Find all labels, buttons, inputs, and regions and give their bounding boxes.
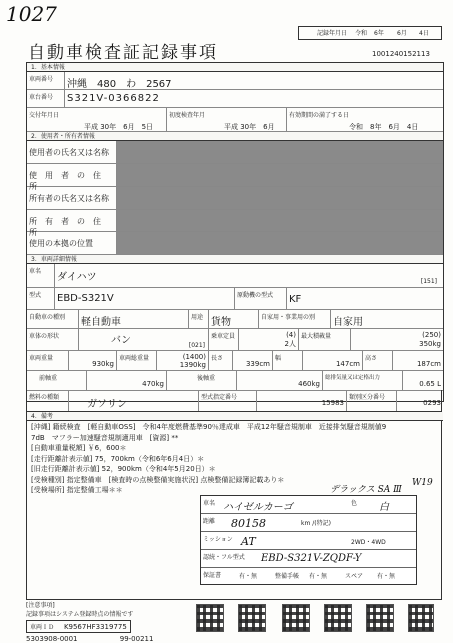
remarks-line: [受検場所] 指定整備工場＊＊ — [31, 486, 123, 494]
displacement-value: 0.65 L — [419, 380, 441, 388]
qr-code-3 — [282, 604, 310, 632]
length-value: 339cm — [233, 351, 273, 370]
document-number: 1001240152113 — [372, 50, 430, 58]
qr-code-6 — [408, 604, 434, 632]
record-date-label: 記録年月日 — [317, 30, 348, 37]
body-value: バン — [111, 335, 131, 346]
record-date-era: 令和 — [355, 30, 368, 37]
footer — [26, 600, 153, 643]
record-date-month: 6月 — [397, 30, 407, 37]
weight-value: 930kg — [69, 351, 117, 370]
footer-note-label: [注意事項] — [26, 602, 55, 609]
vehicle-id-label: 車両ＩＤ — [30, 624, 55, 631]
fuel-label: 燃料の種類 — [27, 390, 69, 411]
front-axle-value: 470kg — [87, 371, 167, 390]
record-date-day: 4日 — [419, 30, 429, 37]
card-color-label: 色 — [351, 500, 358, 507]
model-row — [27, 288, 443, 310]
height-value: 187cm — [416, 360, 441, 368]
kind-value: 軽自動車 — [79, 310, 189, 328]
displacement-label: 総排気量又は定格出力 — [323, 371, 403, 390]
record-date-box — [298, 26, 442, 40]
axle-row — [27, 371, 443, 391]
section-vehicle-details: 3．車両詳細情報 — [27, 255, 443, 264]
kind-row — [27, 310, 443, 329]
weight-label: 車両重量 — [27, 351, 69, 370]
model-value: EBD-S321V — [55, 288, 235, 309]
gross-cell — [157, 351, 209, 370]
first-reg-label: 初度検査年月 — [169, 112, 206, 119]
page-title: 自動車検査証記録事項 — [28, 43, 218, 63]
card-distance-value: 80158 — [231, 517, 266, 530]
card-name-label: 車名 — [203, 500, 216, 507]
vehicle-info-card — [200, 495, 417, 585]
card-name-value: ハイゼルカーゴ — [223, 502, 293, 513]
vehicle-id-box — [26, 620, 131, 633]
remarks-line: [旧走行距離計表示値] 52，900km（令和4年5月20日）＊ — [31, 465, 216, 473]
chassis-row — [27, 90, 443, 108]
base-row — [27, 232, 443, 255]
card-distance-label: 距離 — [203, 518, 216, 525]
body-label: 車体の形状 — [27, 329, 79, 350]
engine-label: 原動機の型式 — [235, 288, 287, 309]
body-code: [021] — [188, 342, 205, 349]
plate-row — [27, 72, 443, 90]
card-spare-label: スペア — [345, 573, 364, 580]
footer-code-1: 5303908-0001 — [26, 635, 78, 643]
body-row — [27, 329, 443, 351]
card-mission-label: ミッション — [203, 536, 233, 543]
class-no-label: 類別区分番号 — [347, 390, 397, 411]
card-manual-label: 整備手帳 — [275, 573, 300, 580]
remarks-line: [沖縄] 籍続検査 [軽自動車OSS] 令和4年度燃費基準90％達成車 平成12年騒音規制車 近接排気騒音規制値9 — [31, 423, 387, 431]
base-label: 使用の本拠の位置 — [27, 232, 117, 254]
type-no-value: 15983 — [257, 390, 347, 411]
card-warranty-label: 保証書 — [203, 572, 222, 579]
gross-label: 車両総重量 — [117, 351, 157, 370]
section-basic-info: 1．基本情報 — [27, 63, 443, 72]
dates-row — [27, 108, 443, 132]
registration-cell — [27, 108, 167, 131]
card-mission-row — [201, 532, 416, 550]
expiry-value: 令和 8年 6月 4日 — [349, 123, 419, 131]
gross-2: 1390kg — [179, 361, 206, 369]
fuel-row — [26, 390, 442, 412]
gross-1: (1400) — [182, 353, 206, 361]
record-date-year: 6年 — [374, 30, 384, 37]
card-model-row — [201, 550, 416, 568]
use-value: 貨物 — [209, 310, 259, 328]
maker-label: 車名 — [27, 264, 55, 287]
handwritten-number: 1027 — [6, 2, 57, 26]
card-mission-value: AT — [241, 535, 256, 548]
user-addr-label: 使 用 者 の 住 所 — [27, 164, 117, 186]
qr-code-1 — [196, 604, 224, 632]
grade-note: デラックス SA Ⅲ — [330, 485, 402, 495]
registration-label: 交付年月日 — [29, 112, 60, 119]
kind-label: 自動車の種別 — [27, 310, 79, 328]
card-spare-value: 有・無 — [377, 573, 396, 580]
owner-name-row — [27, 187, 443, 210]
owner-addr-label: 所 有 者 の 住 所 — [27, 210, 117, 231]
qr-code-5 — [366, 604, 394, 632]
user-name-row — [27, 141, 443, 164]
capacity-1: (4) — [286, 331, 296, 339]
use2-label: 自家用・事業用の別 — [259, 310, 331, 328]
card-warranty-value: 有・無 — [239, 573, 258, 580]
vehicle-id-value: K9567HF3319775 — [63, 623, 127, 631]
rear-axle-label: 後軸重 — [167, 371, 237, 390]
expiry-cell — [287, 108, 443, 131]
load-1: (250) — [422, 331, 441, 339]
footer-codes — [26, 635, 153, 643]
load-cell — [351, 329, 443, 350]
rear-axle-value: 460kg — [237, 371, 323, 390]
card-drive-value: 2WD・4WD — [351, 539, 386, 546]
qr-code-2 — [238, 604, 266, 632]
capacity-cell — [239, 329, 299, 350]
front-axle-label: 前軸重 — [27, 371, 87, 390]
use2-value: 自家用 — [333, 317, 363, 328]
model-label: 型式 — [27, 288, 55, 309]
chassis-label: 車台番号 — [27, 90, 65, 107]
load-label: 最大積載量 — [299, 329, 351, 350]
expiry-label: 有効期間の満了する日 — [289, 112, 350, 119]
footer-code-2: 99-00211 — [119, 635, 154, 643]
capacity-2: 2人 — [284, 340, 296, 348]
width-value: 147cm — [303, 351, 363, 370]
class-no-value: 0293 — [423, 399, 441, 407]
card-extras-row — [201, 568, 416, 584]
body-value-cell — [79, 329, 209, 350]
footer-note-text: 記録事項はシステム登録時点の情報です — [26, 611, 134, 618]
use-label: 用途 — [189, 310, 209, 328]
dims-row — [27, 351, 443, 371]
height-label: 高さ — [363, 351, 393, 370]
first-reg-value: 平成 30年 6月 — [224, 123, 275, 131]
length-label: 長さ — [209, 351, 233, 370]
card-model-label: 認続・フル型式 — [203, 554, 245, 561]
engine-value: KF — [289, 294, 302, 305]
card-distance-row — [201, 514, 416, 532]
card-name-row — [201, 496, 416, 514]
card-color-value: 白 — [379, 502, 389, 513]
load-2: 350kg — [419, 340, 441, 348]
owner-addr-row — [27, 210, 443, 237]
certificate-frame — [26, 62, 444, 402]
card-model-value: EBD-S321V-ZQDF-Y — [261, 553, 362, 564]
remarks-line: [走行距離計表示値] 75，700km（令和6年6月4日）＊ — [31, 454, 205, 463]
maker-code: [151] — [420, 278, 437, 285]
type-no-label: 型式指定番号 — [199, 390, 257, 411]
card-manual-value: 有・無 — [309, 573, 328, 580]
capacity-label: 乗車定員 — [209, 329, 239, 350]
remarks-line: 7dB マフラー加速騒音規制適用車 [資源] ** — [31, 433, 179, 442]
width-label: 幅 — [273, 351, 303, 370]
first-reg-cell — [167, 108, 287, 131]
maker-value: ダイハツ — [57, 272, 97, 283]
fuel-value: ガソリン — [69, 390, 199, 411]
remarks-line: [受検種別] 指定整備車 [検査時の点検整備実施状況] 点検整備記録簿記載あり＊ — [31, 475, 285, 484]
plate-value: 沖縄 480 わ 2567 — [67, 79, 172, 90]
user-name-label: 使用者の氏名又は名称 — [27, 141, 117, 163]
remarks-line: [自動車重量税額] ￥6，600＊ — [31, 444, 127, 452]
user-addr-row — [27, 164, 443, 191]
section-owner-info: 2．使用者・所有者情報 — [27, 132, 443, 141]
qr-code-4 — [324, 604, 352, 632]
top-note: W19 — [412, 478, 433, 488]
section-remarks: 4．備考 — [27, 412, 443, 421]
card-distance-unit: km /(特記) — [301, 520, 331, 527]
owner-name-label: 所有者の氏名又は名称 — [27, 187, 117, 209]
registration-value: 平成 30年 6月 5日 — [84, 123, 154, 131]
maker-row — [27, 264, 443, 288]
plate-label: 車両番号 — [27, 72, 65, 89]
chassis-value: S321V-0366822 — [67, 93, 160, 104]
